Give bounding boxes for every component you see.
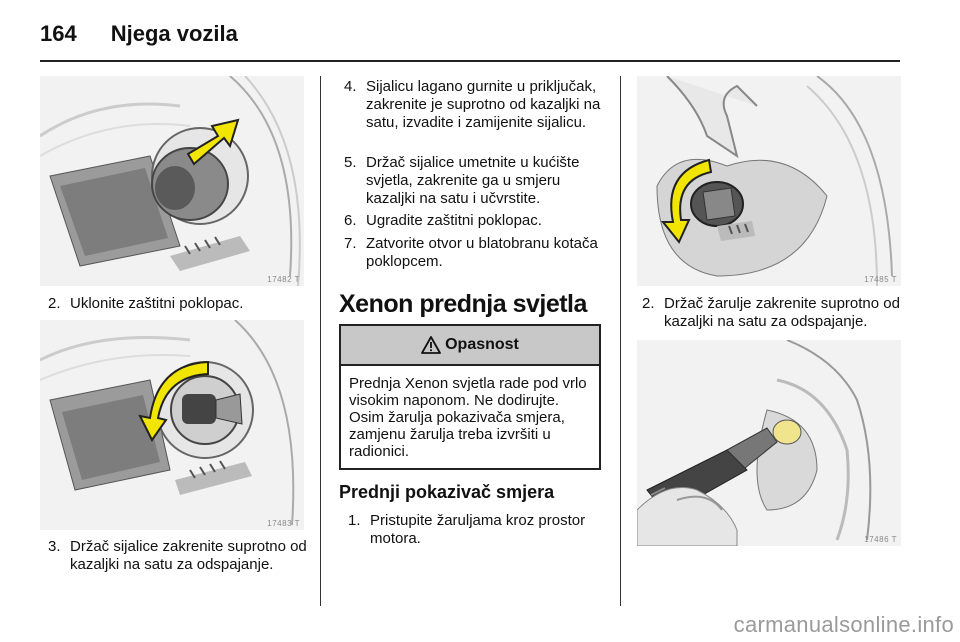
step-number: 7. xyxy=(344,235,357,252)
section-heading: Xenon prednja svjetla xyxy=(339,290,587,318)
step-item-7 xyxy=(344,235,606,271)
figure-code: 17485 T xyxy=(864,275,897,284)
figure-indicator-bulb xyxy=(637,340,901,546)
figure-code: 17483 T xyxy=(267,519,300,528)
step-text: Pristupite žaruljama kroz prostor motora. xyxy=(370,512,586,547)
subsection-heading: Prednji pokazivač smjera xyxy=(339,482,555,502)
step-text: Sijalicu lagano gurnite u priključak, zakrenite je suprotno od kazaljki na satu, izvadite i zamijenite sijalicu. xyxy=(366,78,601,131)
step-item-5 xyxy=(344,154,606,208)
bulb-holder-counterclockwise-illustration-icon xyxy=(637,76,901,286)
page-number: 164 xyxy=(40,21,77,46)
step-text: Držač sijalice umetnite u kućište svjetla, zakrenite ga u smjeru kazaljki na satu i učvrstite. xyxy=(366,154,580,207)
figure-indicator-holder xyxy=(637,76,901,286)
figure-bulb-holder xyxy=(40,320,304,530)
warning-box xyxy=(339,324,601,470)
bulb-holder-rotation-illustration-icon xyxy=(40,320,304,530)
warning-triangle-icon xyxy=(421,336,441,354)
indicator-bulb-removal-illustration-icon xyxy=(637,340,901,546)
warning-title: Opasnost xyxy=(445,336,519,353)
step-text: Držač sijalice zakrenite suprotno od kazaljki na satu za odspajanje. xyxy=(70,538,307,573)
step-text: Zatvorite otvor u blatobranu kotača poklopcem. xyxy=(366,235,598,270)
step-item-2-left xyxy=(48,295,308,313)
figure-code: 17482 T xyxy=(267,275,300,284)
watermark: carmanualsonline.info xyxy=(733,612,954,637)
step-number: 1. xyxy=(348,512,361,529)
column-divider-left xyxy=(320,76,321,606)
step-number: 5. xyxy=(344,154,357,171)
step-number: 2. xyxy=(642,295,655,312)
step-text: Držač žarulje zakrenite suprotno od kazaljki na satu za odspajanje. xyxy=(664,295,900,330)
column-divider-right xyxy=(620,76,621,606)
page-title: Njega vozila xyxy=(110,21,238,46)
step-number: 4. xyxy=(344,78,357,95)
header-rule xyxy=(40,60,900,62)
step-item-6 xyxy=(344,212,606,230)
step-number: 2. xyxy=(48,295,61,312)
figure-headlight-cover xyxy=(40,76,304,286)
step-item-2-right xyxy=(642,295,906,331)
figure-code: 17486 T xyxy=(864,535,897,544)
warning-header xyxy=(341,326,599,366)
step-number: 3. xyxy=(48,538,61,555)
warning-text: Prednja Xenon svjetla rade pod vrlo visokim naponom. Ne dodirujte. Osim žarulja pokazivača smjera, zamjenu žarulja treba izvršiti u radionici. xyxy=(349,375,587,460)
step-item-4 xyxy=(344,78,606,132)
step-text: Ugradite zaštitni poklopac. xyxy=(366,212,542,229)
step-text: Uklonite zaštitni poklopac. xyxy=(70,295,244,312)
headlight-cover-removal-illustration-icon xyxy=(40,76,304,286)
page-header xyxy=(40,14,238,54)
step-item-3-left xyxy=(48,538,312,574)
step-item-1-middle xyxy=(348,512,606,548)
step-number: 6. xyxy=(344,212,357,229)
